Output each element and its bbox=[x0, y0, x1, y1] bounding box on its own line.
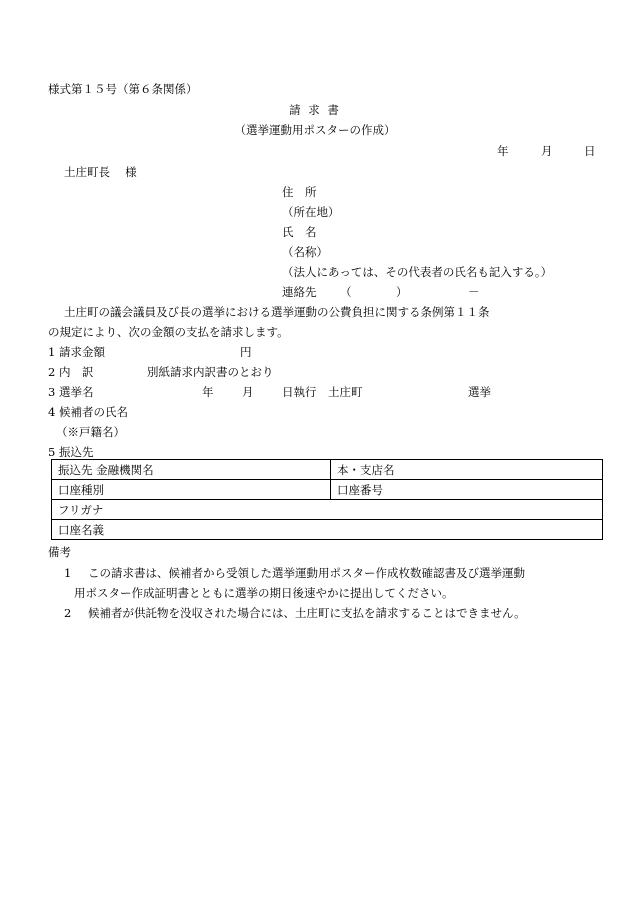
contact-label: 連絡先 bbox=[282, 285, 317, 299]
bank-name-cell: 振込先 金融機関名 bbox=[52, 460, 331, 480]
body-line-2: の規定により、次の金額の支払を請求します。 bbox=[48, 325, 289, 339]
table-row bbox=[52, 460, 603, 480]
notes-heading: 備考 bbox=[48, 545, 71, 559]
address-label: 住 所 bbox=[282, 185, 317, 199]
body-line-1: 土庄町の議会議員及び長の選挙における選挙運動の公費負担に関する条例第１１条 bbox=[64, 305, 490, 319]
date-year-label: 年 bbox=[497, 144, 509, 158]
election-month-label: 月 bbox=[242, 385, 254, 399]
transfer-label: 5 振込先 bbox=[48, 445, 94, 459]
note-1-number: 1 bbox=[64, 566, 72, 580]
account-type-cell: 口座種別 bbox=[52, 480, 331, 500]
document-title: 請 求 書 bbox=[289, 103, 341, 117]
note-2-text: 候補者が供託物を没収された場合には、土庄町に支払を請求することはできません。 bbox=[88, 606, 526, 620]
koseki-label: （※戸籍名） bbox=[56, 425, 125, 439]
candidate-label: 4 候補者の氏名 bbox=[48, 405, 128, 419]
election-suffix: 選挙 bbox=[468, 385, 491, 399]
election-day-label: 日執行 土庄町 bbox=[282, 385, 363, 399]
name-label: 氏 名 bbox=[282, 225, 317, 239]
table-row bbox=[52, 520, 603, 540]
form-number: 様式第１５号（第６条関係） bbox=[48, 82, 198, 96]
account-holder-cell: 口座名義 bbox=[52, 520, 603, 540]
note-2-number: 2 bbox=[64, 606, 72, 620]
amount-label: 1 請求金額 bbox=[48, 345, 105, 359]
table-row bbox=[52, 500, 603, 520]
election-year-label: 年 bbox=[202, 385, 214, 399]
contact-open-paren: （ bbox=[340, 285, 352, 299]
date-month-label: 月 bbox=[541, 144, 553, 158]
note-1-line-2: 用ポスター作成証明書とともに選挙の期日後速やかに提出してください。 bbox=[74, 586, 454, 600]
election-label: 3 選挙名 bbox=[48, 385, 94, 399]
date-day-label: 日 bbox=[584, 144, 596, 158]
furigana-cell: フリガナ bbox=[52, 500, 603, 520]
bank-account-table bbox=[51, 459, 603, 540]
branch-name-cell: 本・支店名 bbox=[331, 460, 603, 480]
corporation-note: （法人にあっては、その代表者の氏名も記入する。） bbox=[282, 265, 553, 279]
note-1-line-1: この請求書は、候補者から受領した選挙運動用ポスター作成枚数確認書及び選挙運動 bbox=[88, 566, 525, 580]
contact-close-paren: ） bbox=[396, 285, 408, 299]
contact-dash: － bbox=[468, 285, 480, 299]
breakdown-label: 2 内 訳 bbox=[48, 365, 94, 379]
document-subtitle: （選挙運動用ポスターの作成） bbox=[234, 123, 396, 137]
addressee: 土庄町長 様 bbox=[64, 165, 137, 179]
table-row bbox=[52, 480, 603, 500]
account-number-cell: 口座番号 bbox=[331, 480, 603, 500]
breakdown-value: 別紙請求内訳書のとおり bbox=[147, 365, 274, 379]
amount-unit: 円 bbox=[240, 345, 252, 359]
org-name-label: （名称） bbox=[282, 245, 328, 259]
location-label: （所在地） bbox=[282, 205, 340, 219]
